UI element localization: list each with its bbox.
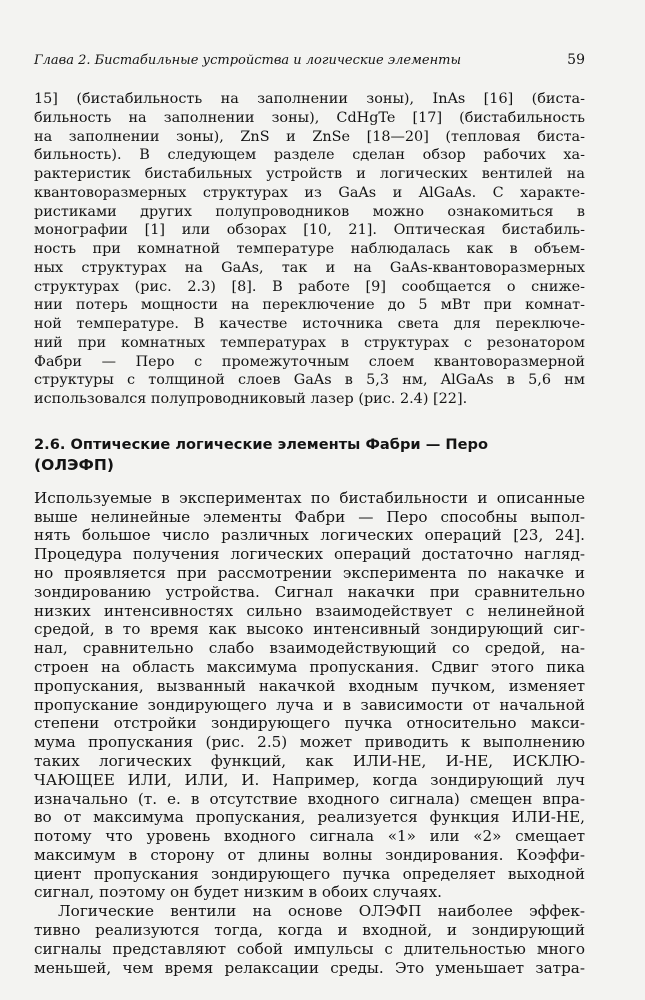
text-line: ний при комнатных температурах в структурах с резонатором — [34, 334, 585, 351]
paragraph-continued — [34, 90, 585, 409]
section-heading-abbreviation: (ОЛЭФП) — [34, 455, 114, 474]
text-line: но проявляется при рассмотрении эксперимента по накачке и — [34, 563, 585, 582]
text-line: сигналы представляют собой импульсы с длительностью много — [34, 940, 585, 959]
text-line: Фабри — Перо с промежуточным слоем квантоворазмерной — [34, 353, 585, 370]
text-line: Логические вентили на основе ОЛЭФП наиболее эффек- — [58, 902, 585, 921]
text-line: низких интенсивностях сильно взаимодействует с нелинейной — [34, 601, 585, 620]
section-heading-line: 2.6. Оптические логические элементы Фабри — Перо — [34, 435, 488, 453]
text-line: сигнал, поэтому он будет низким в обоих случаях. — [34, 883, 442, 902]
text-line: нал, сравнительно слабо взаимодействующий со средой, на- — [34, 639, 585, 658]
text-line: бильность на заполнении зоны), CdHgTe [17] (бистабильность — [34, 109, 585, 126]
paragraph — [34, 489, 585, 903]
text-line: структурах (рис. 2.3) [8]. В работе [9] сообщается о сниже- — [34, 278, 585, 295]
text-line: бильность). В следующем разделе сделан обзор рабочих ха- — [34, 147, 585, 164]
running-header — [34, 52, 585, 82]
text-line: степени отстройки зондирующего пучка относительно макси- — [34, 714, 585, 733]
section-heading — [34, 435, 585, 475]
text-line: монографии [1] или обзорах [10, 21]. Оптическая бистабиль- — [34, 222, 585, 239]
text-line: тивно реализуются тогда, когда и входной, и зондирующий — [34, 921, 585, 940]
text-line: нии потерь мощности на переключение до 5 мВт при комнат- — [34, 297, 585, 314]
text-line: квантоворазмерных структурах из GaAs и AlGaAs. С характе- — [34, 184, 585, 201]
text-line: структуры с толщиной слоев GaAs в 5,3 нм, AlGaAs в 5,6 нм — [34, 372, 585, 389]
text-line: на заполнении зоны), ZnS и ZnSe [18—20] (тепловая биста- — [34, 128, 585, 145]
text-line: циент пропускания зондирующего пучка определяет выходной — [34, 864, 585, 883]
text-line: изначально (т. е. в отсутствие входного сигнала) смещен впра- — [34, 789, 585, 808]
text-line: ность при комнатной температуре наблюдалась как в объем- — [34, 241, 585, 257]
text-line: средой, в то время как высоко интенсивный зондирующий сиг- — [34, 620, 585, 639]
text-line: максимум в сторону от длины волны зондирования. Коэффи- — [34, 845, 585, 864]
text-line: потому что уровень входного сигнала «1» или «2» смещает — [34, 827, 585, 846]
text-line: нять большое число различных логических операций [23, 24]. — [34, 526, 585, 545]
text-line: 15] (бистабильность на заполнении зоны), InAs [16] (биста- — [34, 91, 585, 107]
text-line: пропускания, вызванный накачкой входным пучком, изменяет — [34, 676, 585, 695]
text-line: таких логических функций, как ИЛИ-НЕ, И-НЕ, ИСКЛЮ- — [34, 751, 585, 770]
page-number: 59 — [567, 52, 585, 68]
text-line: ЧАЮЩЕЕ ИЛИ, ИЛИ, И. Например, когда зондирующий луч — [34, 770, 585, 789]
text-line: мума пропускания (рис. 2.5) может приводить к выполнению — [34, 733, 585, 752]
text-line: ристиками других полупроводников можно ознакомиться в — [34, 203, 585, 220]
text-line: во от максимума пропускания, реализуется функция ИЛИ-НЕ, — [34, 808, 585, 827]
text-line: рактеристик бистабильных устройств и логических вентилей на — [34, 166, 585, 182]
paragraph — [34, 902, 585, 978]
text-line: ной температуре. В качестве источника света для переключе- — [34, 316, 585, 332]
text-line: зондированию устройства. Сигнал накачки при сравнительно — [34, 582, 585, 601]
running-title: Глава 2. Бистабильные устройства и логические элементы — [34, 53, 462, 68]
text-line: Процедура получения логических операций достаточно нагляд- — [34, 545, 585, 564]
text-line: меньшей, чем время релаксации среды. Это уменьшает затра- — [34, 959, 585, 977]
text-line: Используемые в экспериментах по бистабильности и описанные — [34, 488, 585, 507]
text-line: пропускание зондирующего луча и в зависимости от начальной — [34, 695, 585, 714]
text-line: выше нелинейные элементы Фабри — Перо способны выпол- — [34, 507, 585, 526]
text-line: использовался полупроводниковый лазер (рис. 2.4) [22]. — [34, 391, 468, 407]
text-line: ных структурах на GaAs, так и на GaAs-квантоворазмерных — [34, 259, 585, 276]
text-line: строен на область максимума пропускания. Сдвиг этого пика — [34, 657, 585, 676]
